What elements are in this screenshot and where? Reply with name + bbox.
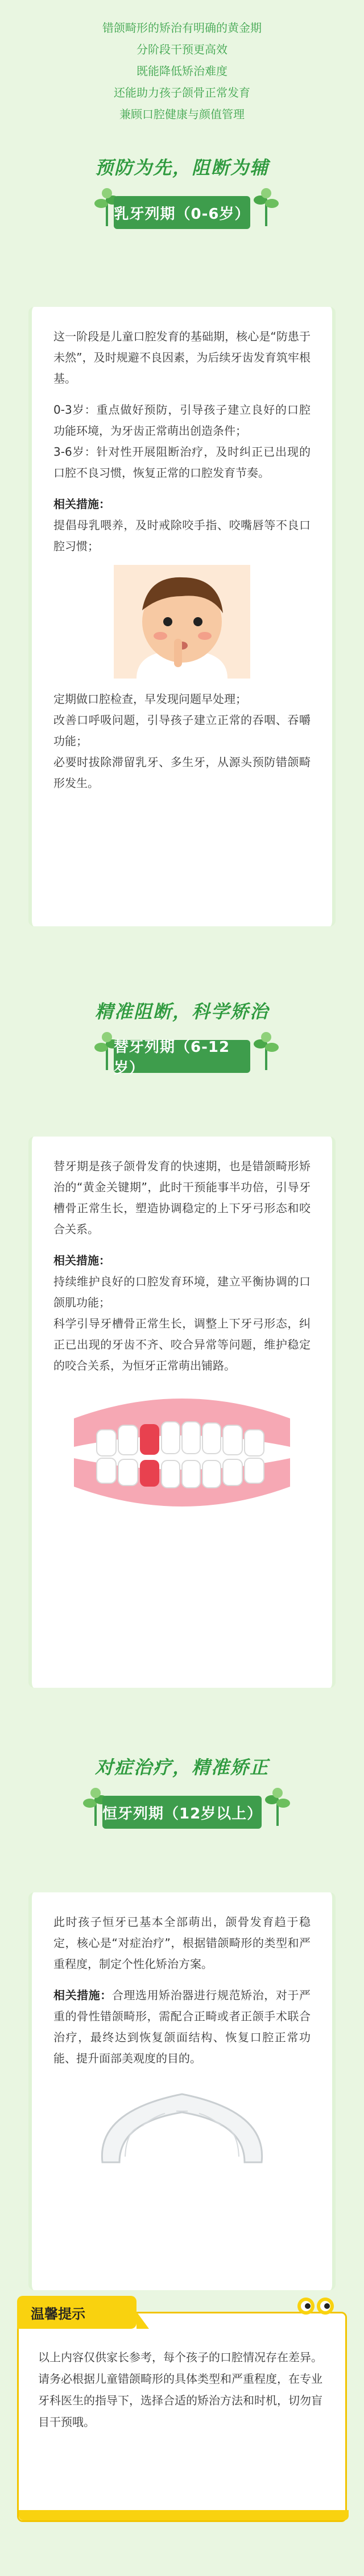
measure-item: 持续维护良好的口腔发育环境，建立平衡协调的口颌肌功能； (53, 1275, 311, 1309)
tip-bottom-bar (19, 2510, 349, 2520)
intro-line: 错颌畸形的矫治有明确的黄金期 (102, 21, 262, 35)
measures-heading: 相关措施： (53, 1988, 112, 2002)
intro-line: 还能助力孩子颌骨正常发育 (114, 86, 250, 99)
leaf-sprig-icon (250, 1031, 282, 1071)
tip-panel (17, 2296, 347, 2523)
measures-heading: 相关措施： (53, 497, 110, 511)
card-paragraph: 此时孩子恒牙已基本全部萌出，颌骨发育趋于稳定，核心是“对症治疗”，根据错颌畸形的类型和严重程度，制定个性化矫治方案。 (53, 1915, 311, 1971)
measures-heading: 相关措施： (53, 1254, 110, 1267)
measure-item: 科学引导牙槽骨正常生长，调整上下牙弓形态，纠正已出现的牙齿不齐、咬合异常等问题，维护稳定的咬合关系，为恒牙正常萌出铺路。 (53, 1317, 311, 1372)
leaf-sprig-icon (250, 188, 282, 227)
clear-aligner-illustration (91, 2077, 273, 2174)
stage-label: 乳牙列期（0-6岁） (114, 196, 250, 229)
stage-card (28, 307, 336, 926)
card-paragraph: 0-3岁：重点做好预防，引导孩子建立良好的口腔功能环境，为牙齿正常萌出创造条件； (53, 403, 311, 438)
stage-label: 替牙列期（6-12岁） (114, 1040, 250, 1073)
child-finger-sucking-illustration (114, 565, 250, 679)
tip-box (17, 2312, 347, 2522)
card-paragraph: 这一阶段是儿童口腔发育的基础期，核心是“防患于未然”，及时规避不良因素，为后续牙齿发育筑牢根基。 (53, 330, 311, 385)
teeth-model-illustration (63, 1384, 301, 1521)
measure-text: 合理选用矫治器进行规范矫治，对于严重的骨性错颌畸形，需配合正畸或者正颌手术联合治疗，最终达到恢复颌面结构、恢复口腔正常功能、提升面部美观度的目的。 (53, 1988, 311, 2065)
measure-item: 提倡母乳喂养，及时戒除咬手指、咬嘴唇等不良口腔习惯； (53, 518, 311, 553)
section-slogan: 精准阻断，科学矫治 (94, 1001, 269, 1022)
intro-line: 兼顾口腔健康与颜值管理 (119, 107, 245, 121)
stage-label: 恒牙列期（12岁以上） (102, 1796, 262, 1829)
card-paragraph: 3-6岁：针对性开展阻断治疗，及时纠正已出现的口腔不良习惯，恢复正常的口腔发育节奏。 (53, 445, 311, 480)
leaf-sprig-icon (262, 1787, 293, 1827)
stage-card (28, 1137, 336, 1688)
section-slogan: 对症治疗，精准矫正 (94, 1757, 269, 1778)
measure-item: 定期做口腔检查，早发现问题早处理； (53, 692, 247, 706)
intro-block (0, 17, 364, 125)
tip-text: 以上内容仅供家长参考，每个孩子的口腔情况存在差异。请务必根据儿童错颌畸形的具体类型和严重程度，在专业牙科医生的指导下，选择合适的矫治方法和时机，切勿盲目干预哦。 (38, 2350, 322, 2429)
section-slogan: 预防为先，阻断为辅 (94, 157, 269, 178)
intro-line: 分阶段干预更高效 (136, 43, 228, 56)
measures-paragraph (53, 1985, 311, 2069)
card-paragraph: 替牙期是孩子颌骨发育的快速期，也是错颌畸形矫治的“黄金关键期”，此时干预能事半功倍，引导牙槽骨正常生长，塑造协调稳定的上下牙弓形态和咬合关系。 (53, 1159, 311, 1236)
measure-item: 必要时拔除滞留乳牙、多生牙，从源头预防错颌畸形发生。 (53, 755, 311, 790)
tip-label: 温馨提示 (17, 2296, 136, 2329)
cartoon-eyes-icon (296, 2296, 336, 2316)
stage-card (28, 1892, 336, 2290)
measure-item: 改善口呼吸问题，引导孩子建立正常的吞咽、吞嚼功能； (53, 713, 311, 748)
intro-line: 既能降低矫治难度 (136, 64, 228, 78)
